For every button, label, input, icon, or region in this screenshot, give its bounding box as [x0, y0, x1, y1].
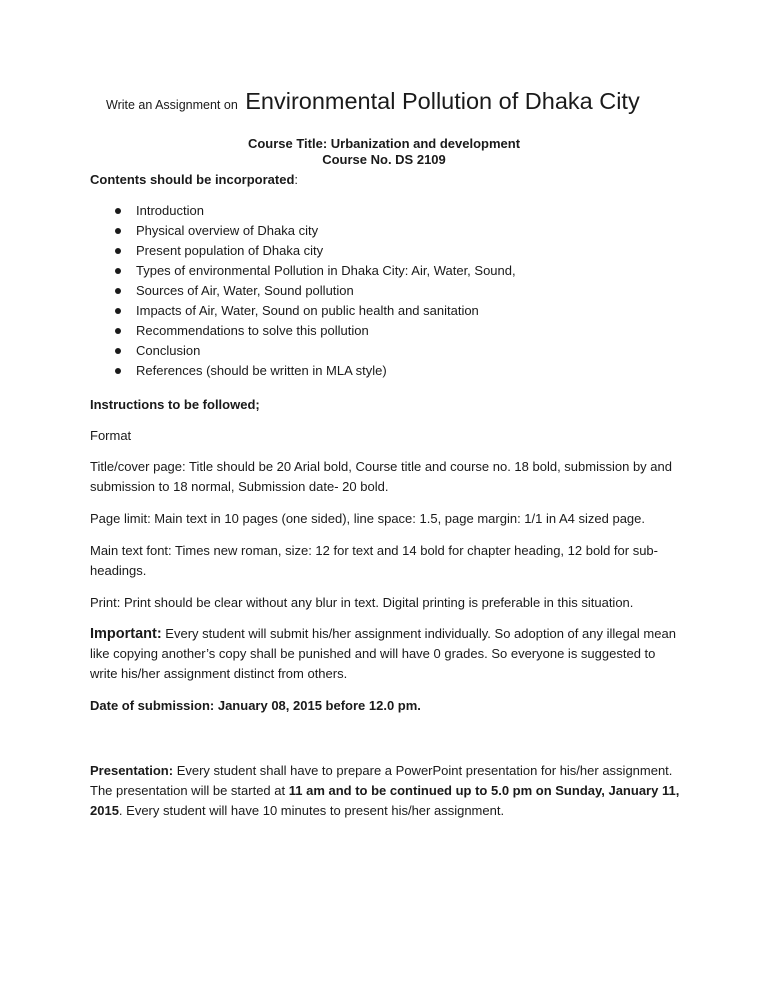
list-item: [90, 241, 680, 261]
list-item-text: Introduction: [136, 203, 204, 218]
list-item: [90, 261, 680, 281]
presentation-text-2: . Every student will have 10 minutes to present his/her assignment.: [118, 803, 505, 818]
list-item: [90, 201, 680, 221]
title-prefix: Write an Assignment on: [106, 98, 238, 112]
contents-list: [90, 201, 680, 381]
course-number: Course No. DS 2109: [322, 152, 446, 167]
print-instruction: Print: Print should be clear without any blur in text. Digital printing is preferable in this situation.: [90, 595, 634, 610]
page-limit-instruction: Page limit: Main text in 10 pages (one sided), line space: 1.5, page margin: 1/1 in A4 sized page.: [90, 511, 646, 526]
contents-heading: [90, 170, 680, 190]
format-label: Format: [90, 428, 132, 443]
list-item: [90, 221, 680, 241]
presentation-label: Presentation:: [90, 763, 174, 778]
main-text-font-instruction: Main text font: Times new roman, size: 12 for text and 14 bold for chapter heading, 12 bold for sub-headings.: [90, 543, 658, 578]
list-item: [90, 361, 680, 381]
list-item-text: Sources of Air, Water, Sound pollution: [136, 283, 354, 298]
important-notice: [90, 624, 680, 684]
list-item: [90, 281, 680, 301]
presentation-time: 11 am and to be continued up to 5.0 pm on Sunday, January 11, 2015: [90, 783, 680, 818]
presentation-text-1: Every student shall have to prepare a PowerPoint presentation for his/her assignment. The presentation will be started at: [90, 763, 673, 798]
list-item-text: Conclusion: [136, 343, 201, 358]
title-cover-instruction: Title/cover page: Title should be 20 Arial bold, Course title and course no. 18 bold, submission by and submission to 18 normal, Submission date- 20 bold.: [90, 459, 672, 494]
list-item-text: Present population of Dhaka city: [136, 243, 324, 258]
important-label: Important:: [90, 626, 162, 642]
bullet-icon: [115, 368, 121, 374]
list-item-text: Recommendations to solve this pollution: [136, 323, 369, 338]
course-title: Course Title: Urbanization and development: [247, 136, 521, 151]
list-item-text: Impacts of Air, Water, Sound on public health and sanitation: [136, 303, 479, 318]
instructions-heading: Instructions to be followed;: [90, 397, 260, 412]
bullet-icon: [115, 328, 121, 334]
submission-date: Date of submission: January 08, 2015 before 12.0 pm.: [90, 698, 421, 713]
list-item-text: Physical overview of Dhaka city: [136, 223, 319, 238]
contents-heading-colon: :: [294, 172, 299, 187]
bullet-icon: [115, 228, 121, 234]
bullet-icon: [115, 248, 121, 254]
list-item: [90, 321, 680, 341]
bullet-icon: [115, 308, 121, 314]
title-main: Environmental Pollution of Dhaka City: [245, 88, 640, 114]
list-item-text: Types of environmental Pollution in Dhaka City: Air, Water, Sound,: [136, 263, 516, 278]
contents-heading-text: Contents should be incorporated: [90, 172, 295, 187]
bullet-icon: [115, 268, 121, 274]
bullet-icon: [115, 208, 121, 214]
list-item-text: References (should be written in MLA style): [136, 363, 387, 378]
bullet-icon: [115, 288, 121, 294]
list-item: [90, 301, 680, 321]
presentation-notice: [90, 761, 680, 821]
assignment-title: [106, 88, 640, 115]
list-item: [90, 341, 680, 361]
bullet-icon: [115, 348, 121, 354]
important-text: Every student will submit his/her assignment individually. So adoption of any illegal mean like copying another’s copy shall be punished and will have 0 grades. So everyone is suggested to write his/her assignment distinct from others.: [90, 626, 676, 681]
